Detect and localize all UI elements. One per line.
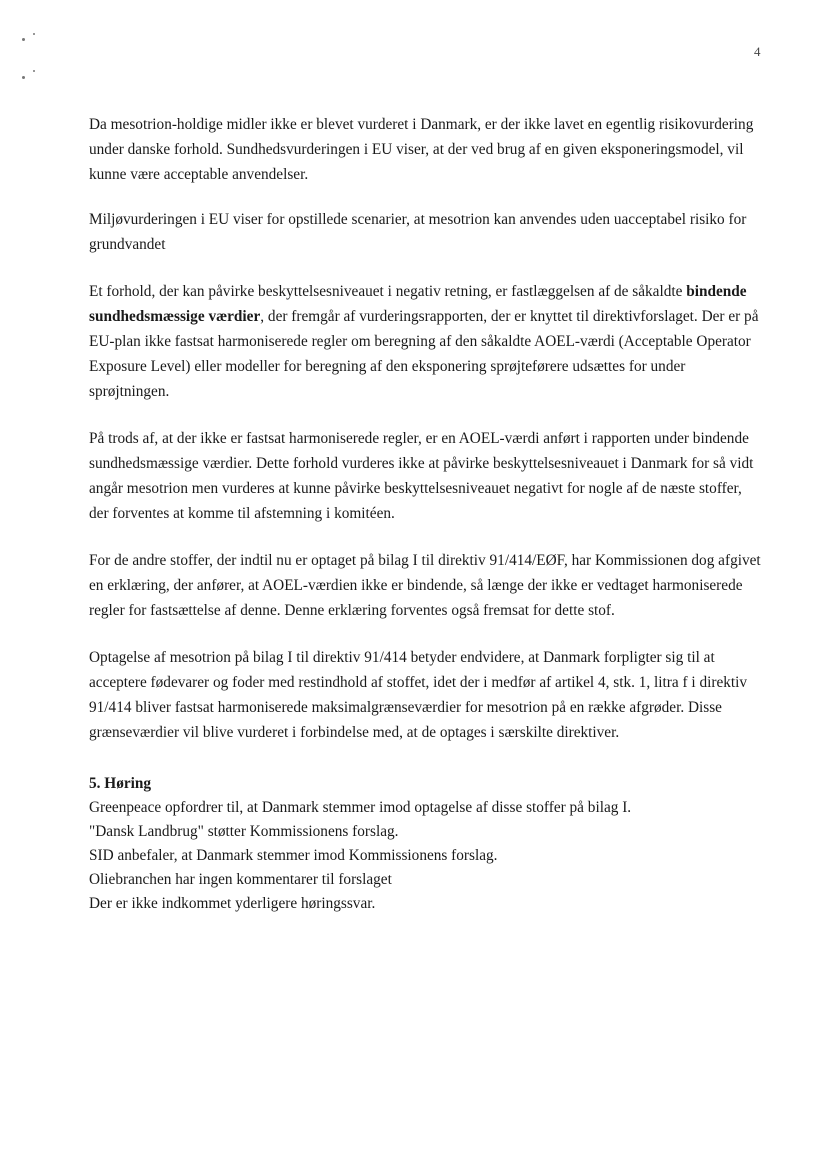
hearing-response: Greenpeace opfordrer til, at Danmark stemmer imod optagelse af disse stoffer på bilag I. (89, 799, 632, 816)
scan-speck (33, 33, 35, 35)
paragraph-environment: Miljøvurderingen i EU viser for opstillede scenarier, at mesotrion kan anvendes uden uacceptabel risiko for grundvandet (89, 211, 747, 253)
hearing-response: Der er ikke indkommet yderligere høringssvar. (89, 895, 376, 912)
hearing-section (89, 771, 761, 916)
hearing-response: Oliebranchen har ingen kommentarer til forslaget (89, 871, 392, 888)
scan-speck (22, 76, 25, 79)
section-title-hearing: 5. Høring (89, 775, 152, 792)
paragraph-text-after-bold: , der fremgår af vurderingsrapporten, der er knyttet til direktivforslaget. Der er på EU-plan ikke fastsat harmoniserede regler om beregning af den såkaldte AOEL-værdi (Acceptable Operator Exposure Level) eller modeller for beregning af den eksponering sprøjteførere udsættes for under sprøjtningen. (89, 308, 759, 400)
paragraph-text-before-bold: Et forhold, der kan påvirke beskyttelsesniveauet i negativ retning, er fastlæggelsen af de såkaldte (89, 283, 687, 300)
paragraph-commission-declaration: For de andre stoffer, der indtil nu er optaget på bilag I til direktiv 91/414/EØF, har Kommissionen dog afgivet en erklæring, der anfører, at AOEL-værdien ikke er bindende, så længe der ikke er vedtaget harmoniserede regler for fastsættelse af denne. Denne erklæring forventes også fremsat for dette stof. (89, 552, 761, 619)
paragraph-aoel-value: På trods af, at der ikke er fastsat harmoniserede regler, er en AOEL-værdi anført i rapporten under bindende sundhedsmæssige værdier. Dette forhold vurderes ikke at påvirke beskyttelsesniveauet i Danmark for så vidt angår mesotrion men vurderes at kunne påvirke beskyttelsesniveauet negativt for nogle af de næste stoffer, der forventes at komme til afstemning i komitéen. (89, 430, 754, 522)
hearing-response: SID anbefaler, at Danmark stemmer imod Kommissionens forslag. (89, 847, 498, 864)
bold-term-binding-values: bindende sundhedsmæssige værdier (89, 283, 747, 325)
page-number: 4 (754, 44, 761, 59)
scan-speck (33, 70, 35, 72)
scan-speck (22, 38, 25, 41)
paragraph-risk-assessment: Da mesotrion-holdige midler ikke er blevet vurderet i Danmark, er der ikke lavet en egentlig risikovurdering under danske forhold. Sundhedsvurderingen i EU viser, at der ved brug af en given eksponeringsmodel, vil kunne være acceptable anvendelser. (89, 116, 754, 183)
paragraph-protection-level (89, 279, 761, 404)
paragraph-food-acceptance: Optagelse af mesotrion på bilag I til direktiv 91/414 betyder endvidere, at Danmark forpligter sig til at acceptere fødevarer og foder med restindhold af stoffet, idet der i medfør af artikel 4, stk. 1, litra f i direktiv 91/414 bliver fastsat harmoniserede maksimalgrænseværdier for mesotrion på en række afgrøder. Disse grænseværdier vil blive vurderet i forbindelse med, at de optages i særskilte direktiver. (89, 649, 748, 741)
hearing-response: "Dansk Landbrug" støtter Kommissionens forslag. (89, 823, 399, 840)
document-body (89, 112, 761, 916)
